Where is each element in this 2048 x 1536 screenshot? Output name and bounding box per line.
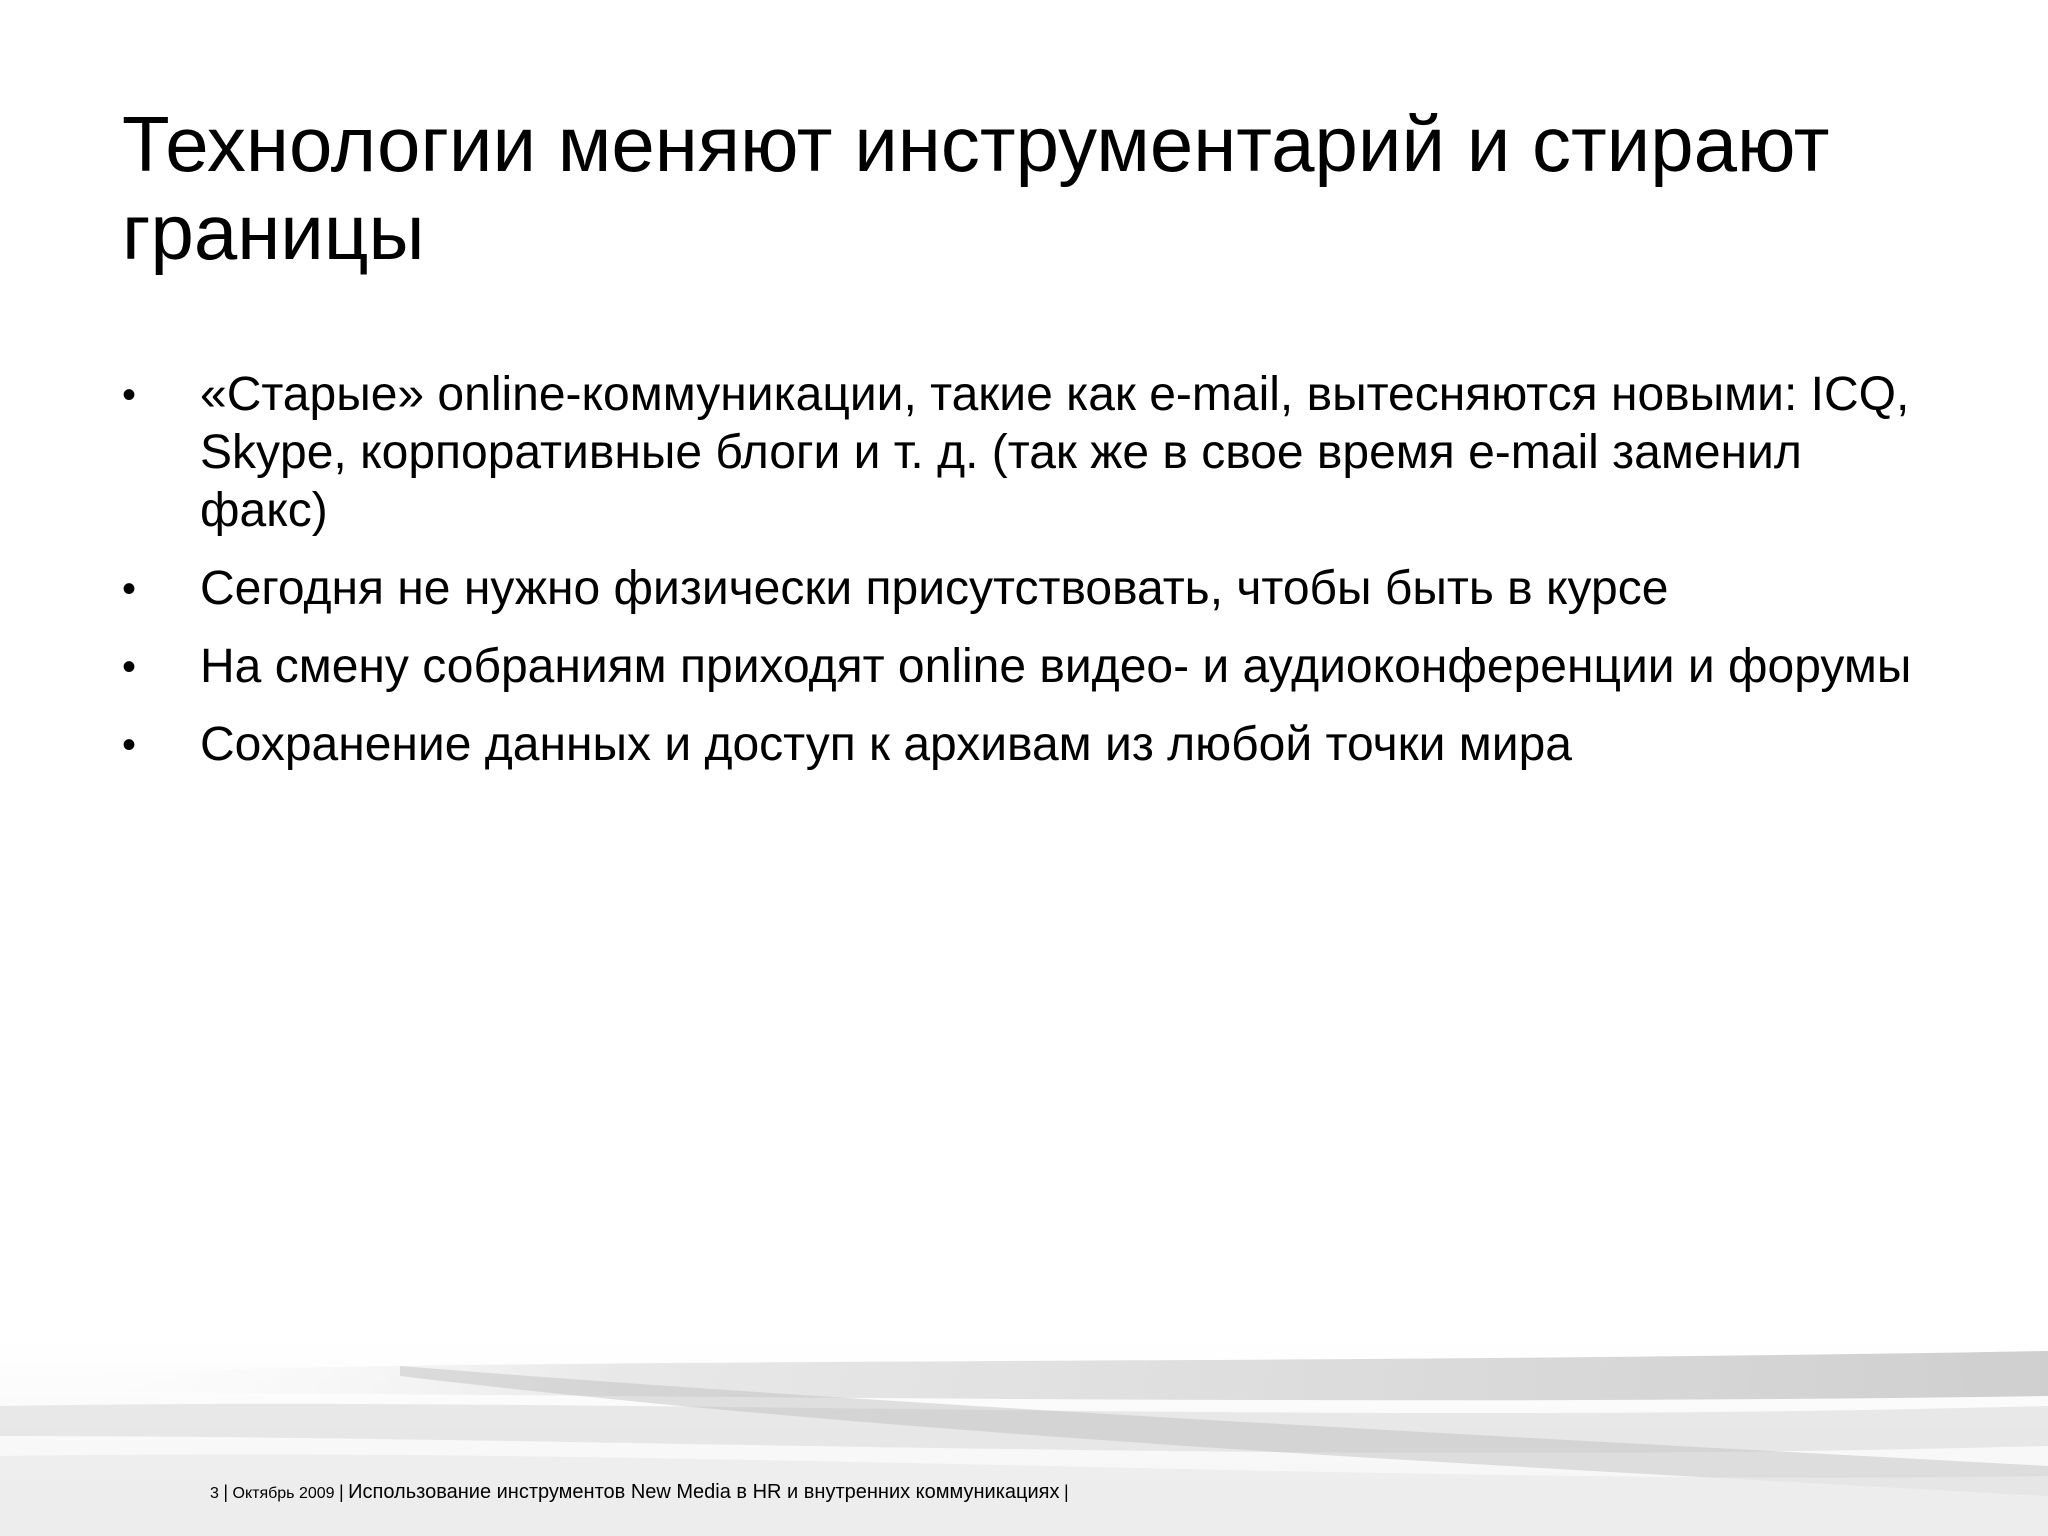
footer-separator: | [1063, 1482, 1069, 1502]
footer [210, 1480, 1069, 1506]
bullet-marker: • [122, 645, 137, 689]
footer-date: Октябрь 2009 [232, 1485, 335, 1502]
footer-wave-decoration [0, 1336, 2048, 1536]
bullet-item [122, 366, 1922, 540]
bullet-item [122, 716, 1922, 774]
footer-separator: | [223, 1482, 229, 1502]
bullet-item [122, 638, 1922, 696]
bullet-list [122, 366, 1922, 794]
slide-title: Технологии меняют инструментарий и стирают границы [122, 100, 1830, 276]
footer-presentation-title: Использование инструментов New Media в HR и внутренних коммуникациях [348, 1481, 1060, 1503]
bullet-marker: • [122, 723, 137, 767]
bullet-text: На смену собраниям приходят online видео- и аудиоконференции и форумы [200, 640, 1912, 693]
footer-separator: | [339, 1482, 344, 1502]
bullet-marker: • [122, 373, 137, 417]
bullet-text: «Старые» online-коммуникации, такие как e-mail, вытесняются новыми: ICQ, Skype, корпоративные блоги и т. д. (так же в свое время e-mail заменил факс) [200, 368, 1910, 537]
bullet-marker: • [122, 567, 137, 611]
bullet-text: Сохранение данных и доступ к архивам из любой точки мира [200, 718, 1572, 771]
bullet-text: Сегодня не нужно физически присутствовать, чтобы быть в курсе [200, 562, 1669, 615]
bullet-item [122, 560, 1922, 618]
footer-page-number: 3 [210, 1485, 219, 1502]
